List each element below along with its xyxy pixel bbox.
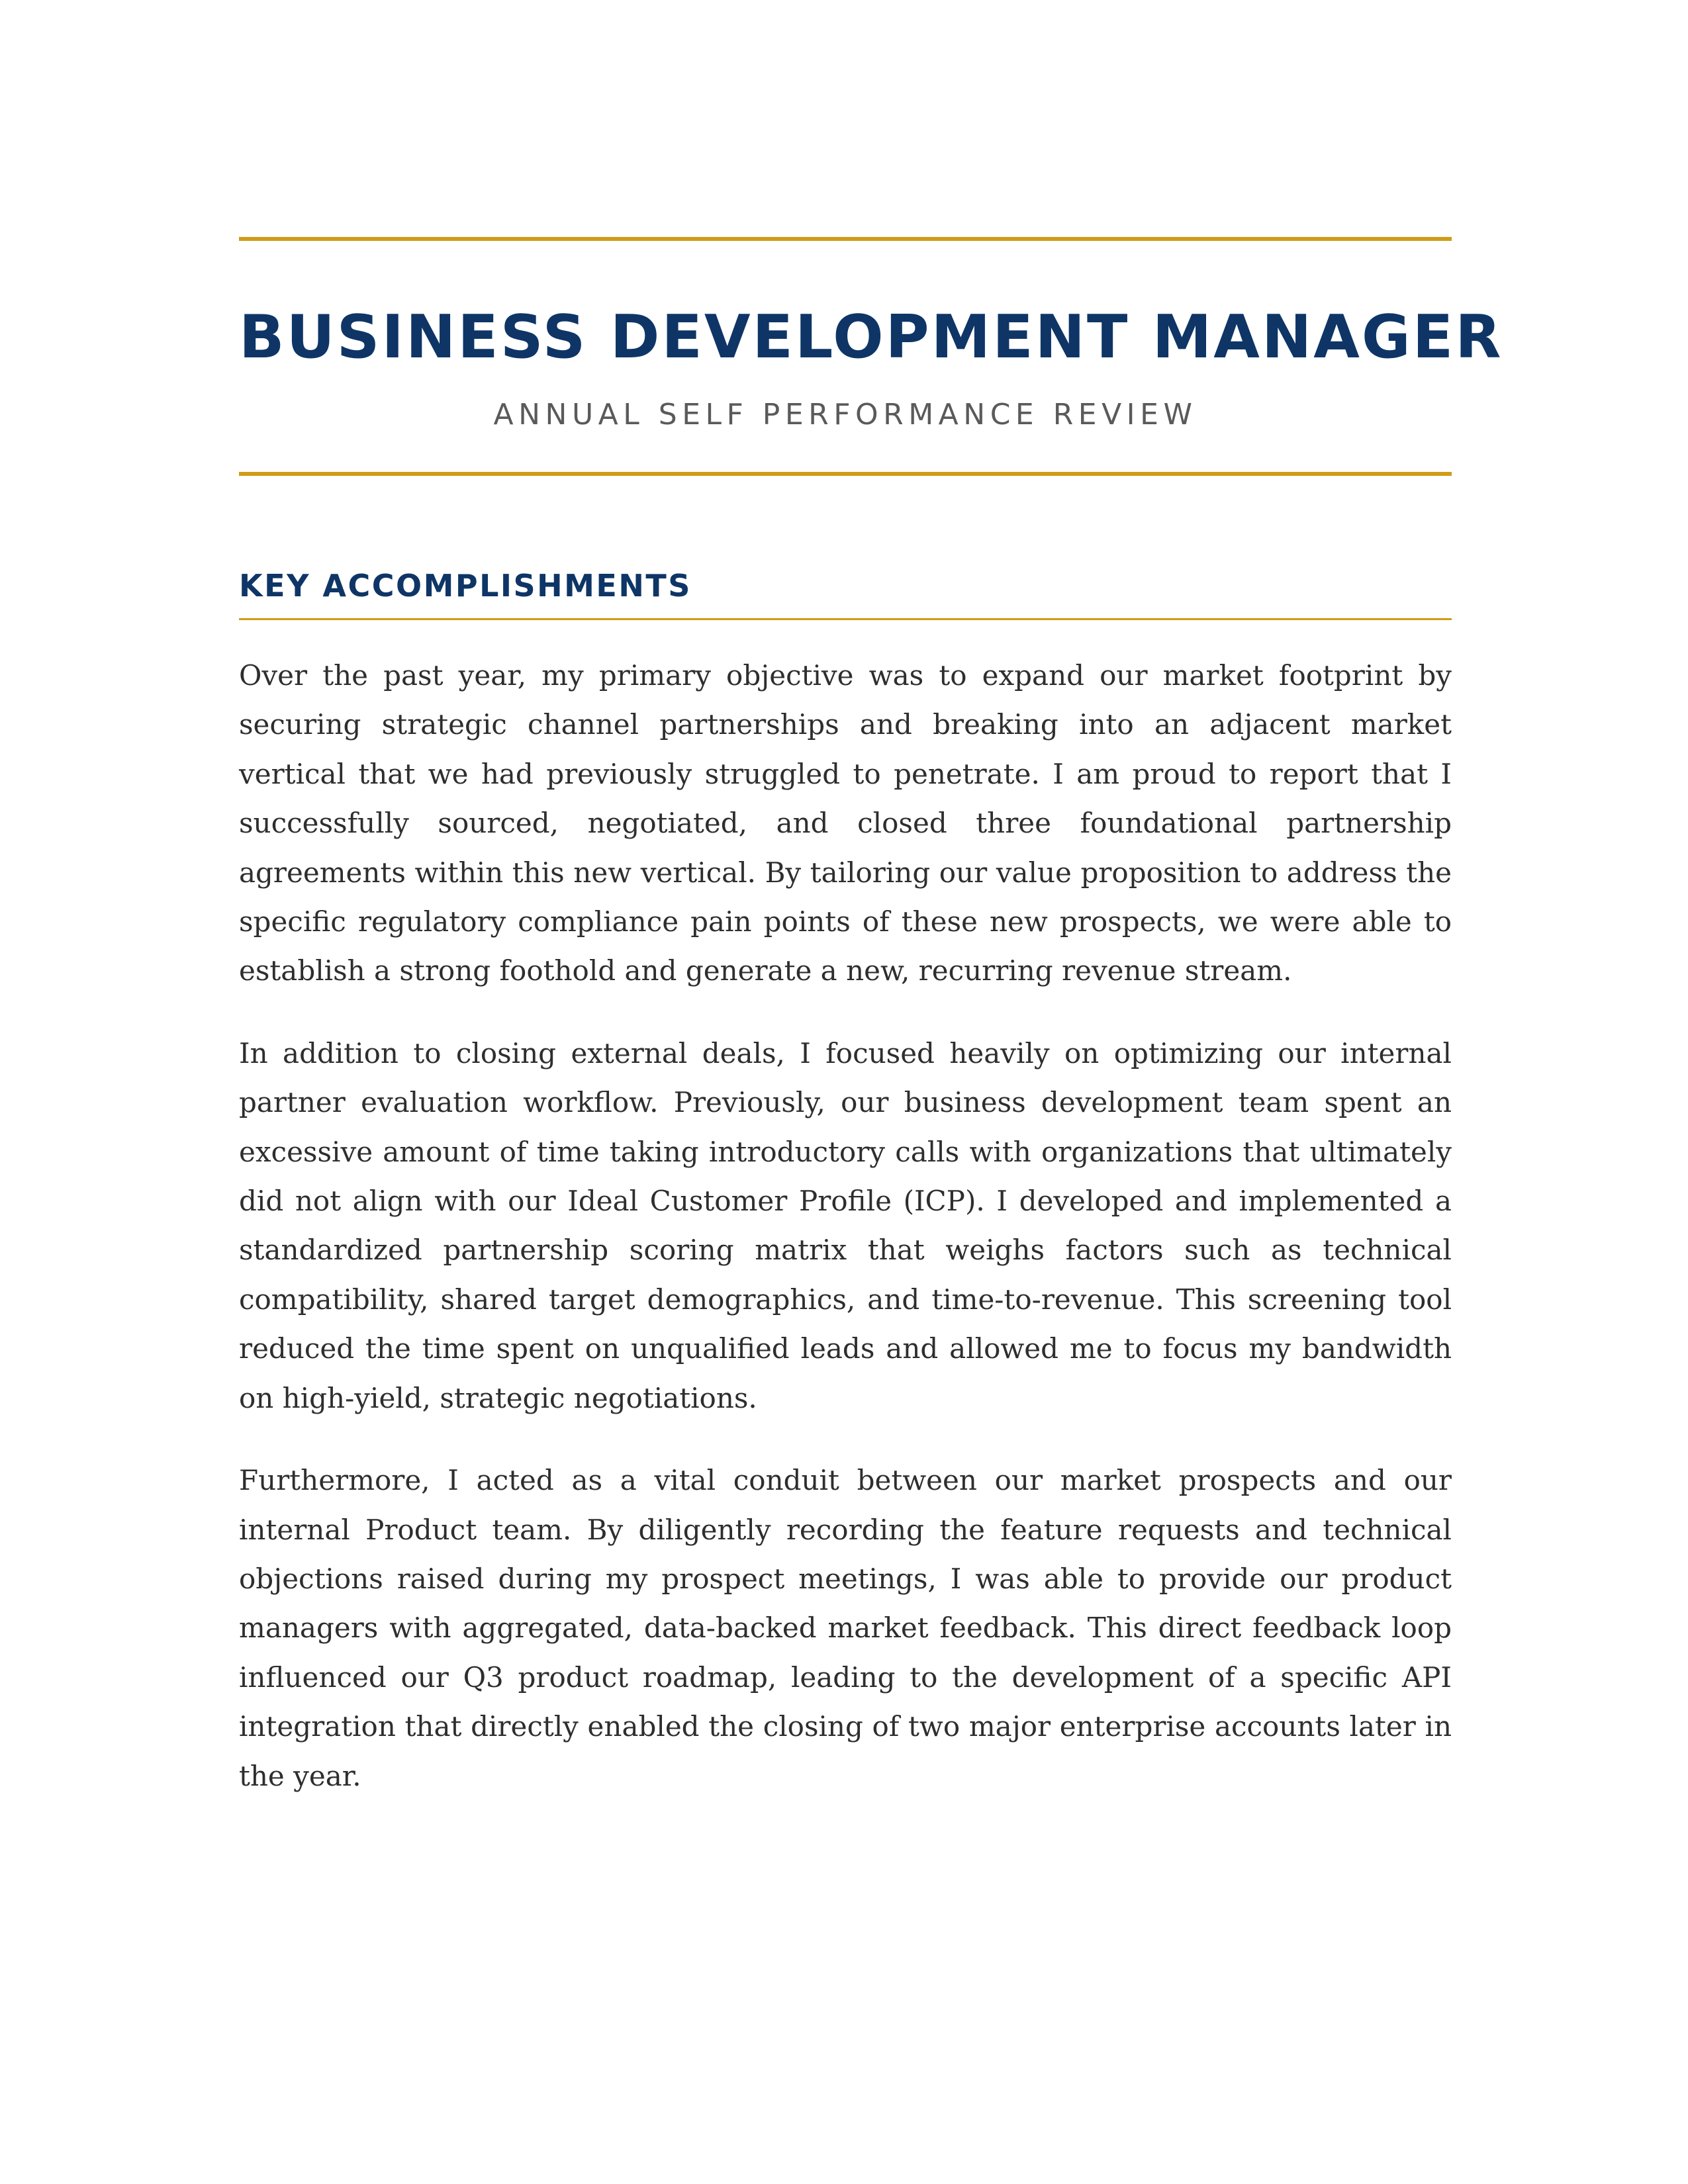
header-top-rule: [239, 237, 1452, 241]
section-heading: KEY ACCOMPLISHMENTS: [239, 568, 692, 604]
body-paragraph: Over the past year, my primary objective was to expand our market footprint by securing strategic channel partnerships and breaking into an adjacent market vertical that we had previously struggled to penetrate. I am proud to report that I successfully sourced, negotiated, and closed three foundational partnership agreements within this new vertical. By tailoring our value proposition to address the specific regulatory compliance pain points of these new prospects, we were able to establish a strong foothold and generate a new, recurring revenue stream.: [239, 659, 1452, 987]
document-title: BUSINESS DEVELOPMENT MANAGER: [239, 302, 1503, 372]
document-subtitle: ANNUAL SELF PERFORMANCE REVIEW: [493, 398, 1197, 432]
body-paragraph: In addition to closing external deals, I focused heavily on optimizing our internal partner evaluation workflow. Previously, our business development team spent an excessive amount of time taking introductory calls with organizations that ultimately did not align with our Ideal Customer Profile (ICP). I developed and implemented a standardized partnership scoring matrix that weighs factors such as technical compatibility, shared target demographics, and time-to-revenue. This screening tool reduced the time spent on unqualified leads and allowed me to focus my bandwidth on high-yield, strategic negotiations.: [239, 1036, 1452, 1414]
document-content: [239, 237, 1503, 1801]
document-header: [239, 301, 1503, 433]
section-heading-rule: [239, 618, 1452, 620]
header-bottom-rule: [239, 472, 1452, 476]
body-paragraph: Furthermore, I acted as a vital conduit between our market prospects and our internal Product team. By diligently recording the feature requests and technical objections raised during my prospect meetings, I was able to provide our product managers with aggregated, data-backed market feedback. This direct feedback loop influenced our Q3 product roadmap, leading to the development of a specific API integration that directly enabled the closing of two major enterprise accounts later in the year.: [239, 1464, 1452, 1792]
